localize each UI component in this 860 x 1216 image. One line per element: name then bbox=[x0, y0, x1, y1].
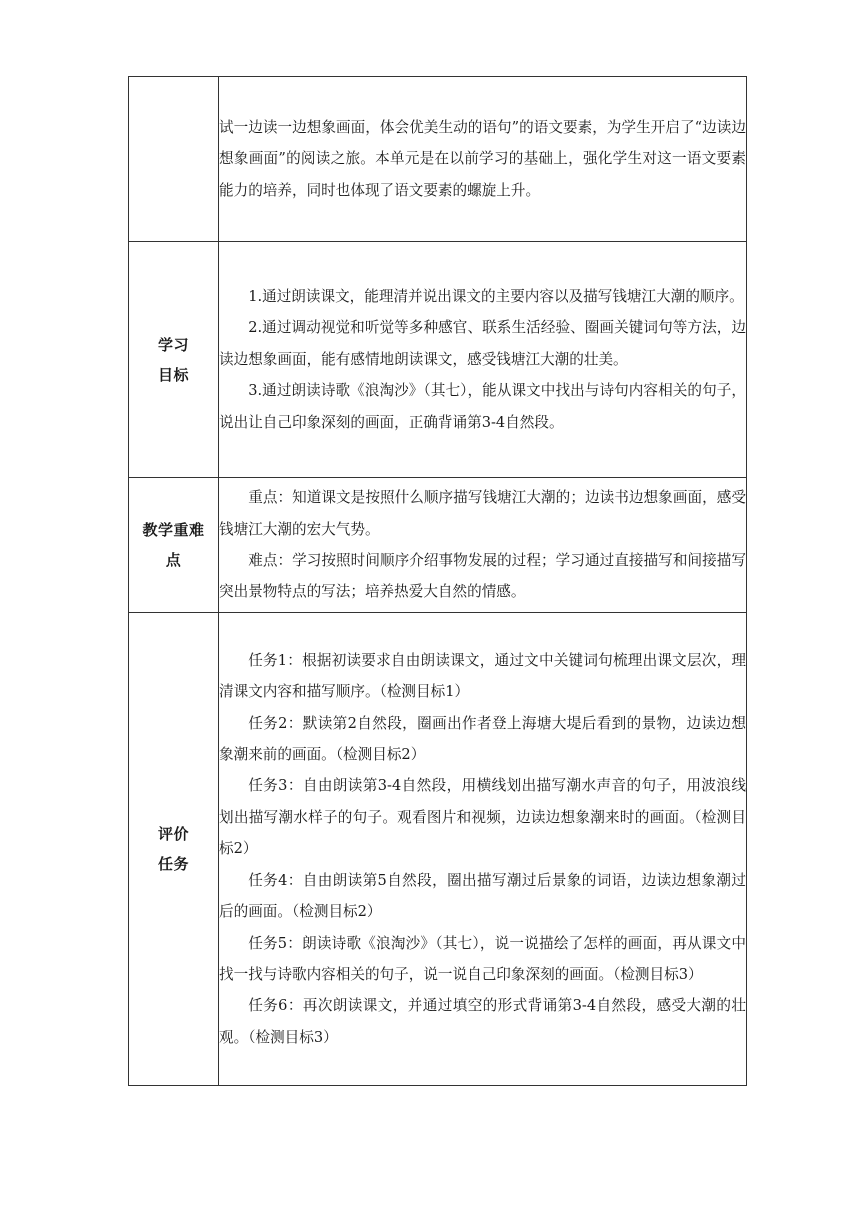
row-label-assessment-tasks bbox=[129, 613, 219, 1086]
label-line: 点 bbox=[165, 551, 182, 569]
paragraph: 1.通过朗读课文，能理清并说出课文的主要内容以及描写钱塘江大潮的顺序。 bbox=[248, 287, 744, 305]
learning-goals-cell bbox=[219, 242, 747, 478]
paragraph: 任务3：自由朗读第3-4自然段，用横线划出描写潮水声音的句子，用波浪线划出描写潮水样子的句子。观看图片和视频，边读边想象潮来时的画面。（检测目标2） bbox=[219, 777, 746, 858]
label-line: 目标 bbox=[157, 365, 189, 384]
label-line: 评价 bbox=[157, 825, 189, 843]
unit-intro-cell bbox=[219, 77, 747, 242]
paragraph: 任务6：再次朗读课文，并通过填空的形式背诵第3-4自然段，感受大潮的壮观。（检测目标3） bbox=[219, 997, 746, 1046]
lesson-plan-table bbox=[128, 76, 747, 1086]
assessment-tasks-cell bbox=[219, 613, 747, 1086]
row-label-key-difficult-points bbox=[129, 478, 219, 613]
paragraph: 3.通过朗读诗歌《浪淘沙》（其七），能从课文中找出与诗句内容相关的句子，说出让自己印象深刻的画面，正确背诵第3-4自然段。 bbox=[219, 382, 746, 431]
label-line: 任务 bbox=[157, 855, 189, 873]
paragraph: 任务5：朗读诗歌《浪淘沙》（其七），说一说描绘了怎样的画面，再从课文中找一找与诗歌内容相关的句子，说一说自己印象深刻的画面。（检测目标3） bbox=[219, 934, 746, 983]
table-row bbox=[129, 242, 747, 478]
paragraph: 试一边读一边想象画面，体会优美生动的语句”的语文要素，为学生开启了“边读边想象画面”的阅读之旅。本单元是在以前学习的基础上，强化学生对这一语文要素能力的培养，同时也体现了语文要素的螺旋上升。 bbox=[219, 118, 746, 199]
table-row bbox=[129, 77, 747, 242]
table-row bbox=[129, 478, 747, 613]
row-label-empty bbox=[129, 77, 219, 242]
paragraph: 重点：知道课文是按照什么顺序描写钱塘江大潮的；边读书边想象画面，感受钱塘江大潮的宏大气势。 bbox=[219, 489, 746, 538]
paragraph: 2.通过调动视觉和听觉等多种感官、联系生活经验、圈画关键词句等方法，边读边想象画面，能有感情地朗读课文，感受钱塘江大潮的壮美。 bbox=[219, 319, 746, 368]
row-label-learning-goals bbox=[129, 242, 219, 478]
paragraph: 难点：学习按照时间顺序介绍事物发展的过程；学习通过直接描写和间接描写突出景物特点的写法；培养热爱大自然的情感。 bbox=[219, 552, 746, 601]
label-line: 教学重难 bbox=[142, 521, 205, 539]
label-line: 学习 bbox=[157, 335, 189, 354]
paragraph: 任务1：根据初读要求自由朗读课文，通过文中关键词句梳理出课文层次，理清课文内容和描写顺序。（检测目标1） bbox=[219, 651, 746, 701]
table-row bbox=[129, 613, 747, 1086]
paragraph: 任务4：自由朗读第5自然段，圈出描写潮过后景象的词语，边读边想象潮过后的画面。（检测目标2） bbox=[219, 871, 746, 921]
key-points-cell bbox=[219, 478, 747, 613]
paragraph: 任务2：默读第2自然段，圈画出作者登上海塘大堤后看到的景物，边读边想象潮来前的画面。（检测目标2） bbox=[219, 714, 746, 764]
